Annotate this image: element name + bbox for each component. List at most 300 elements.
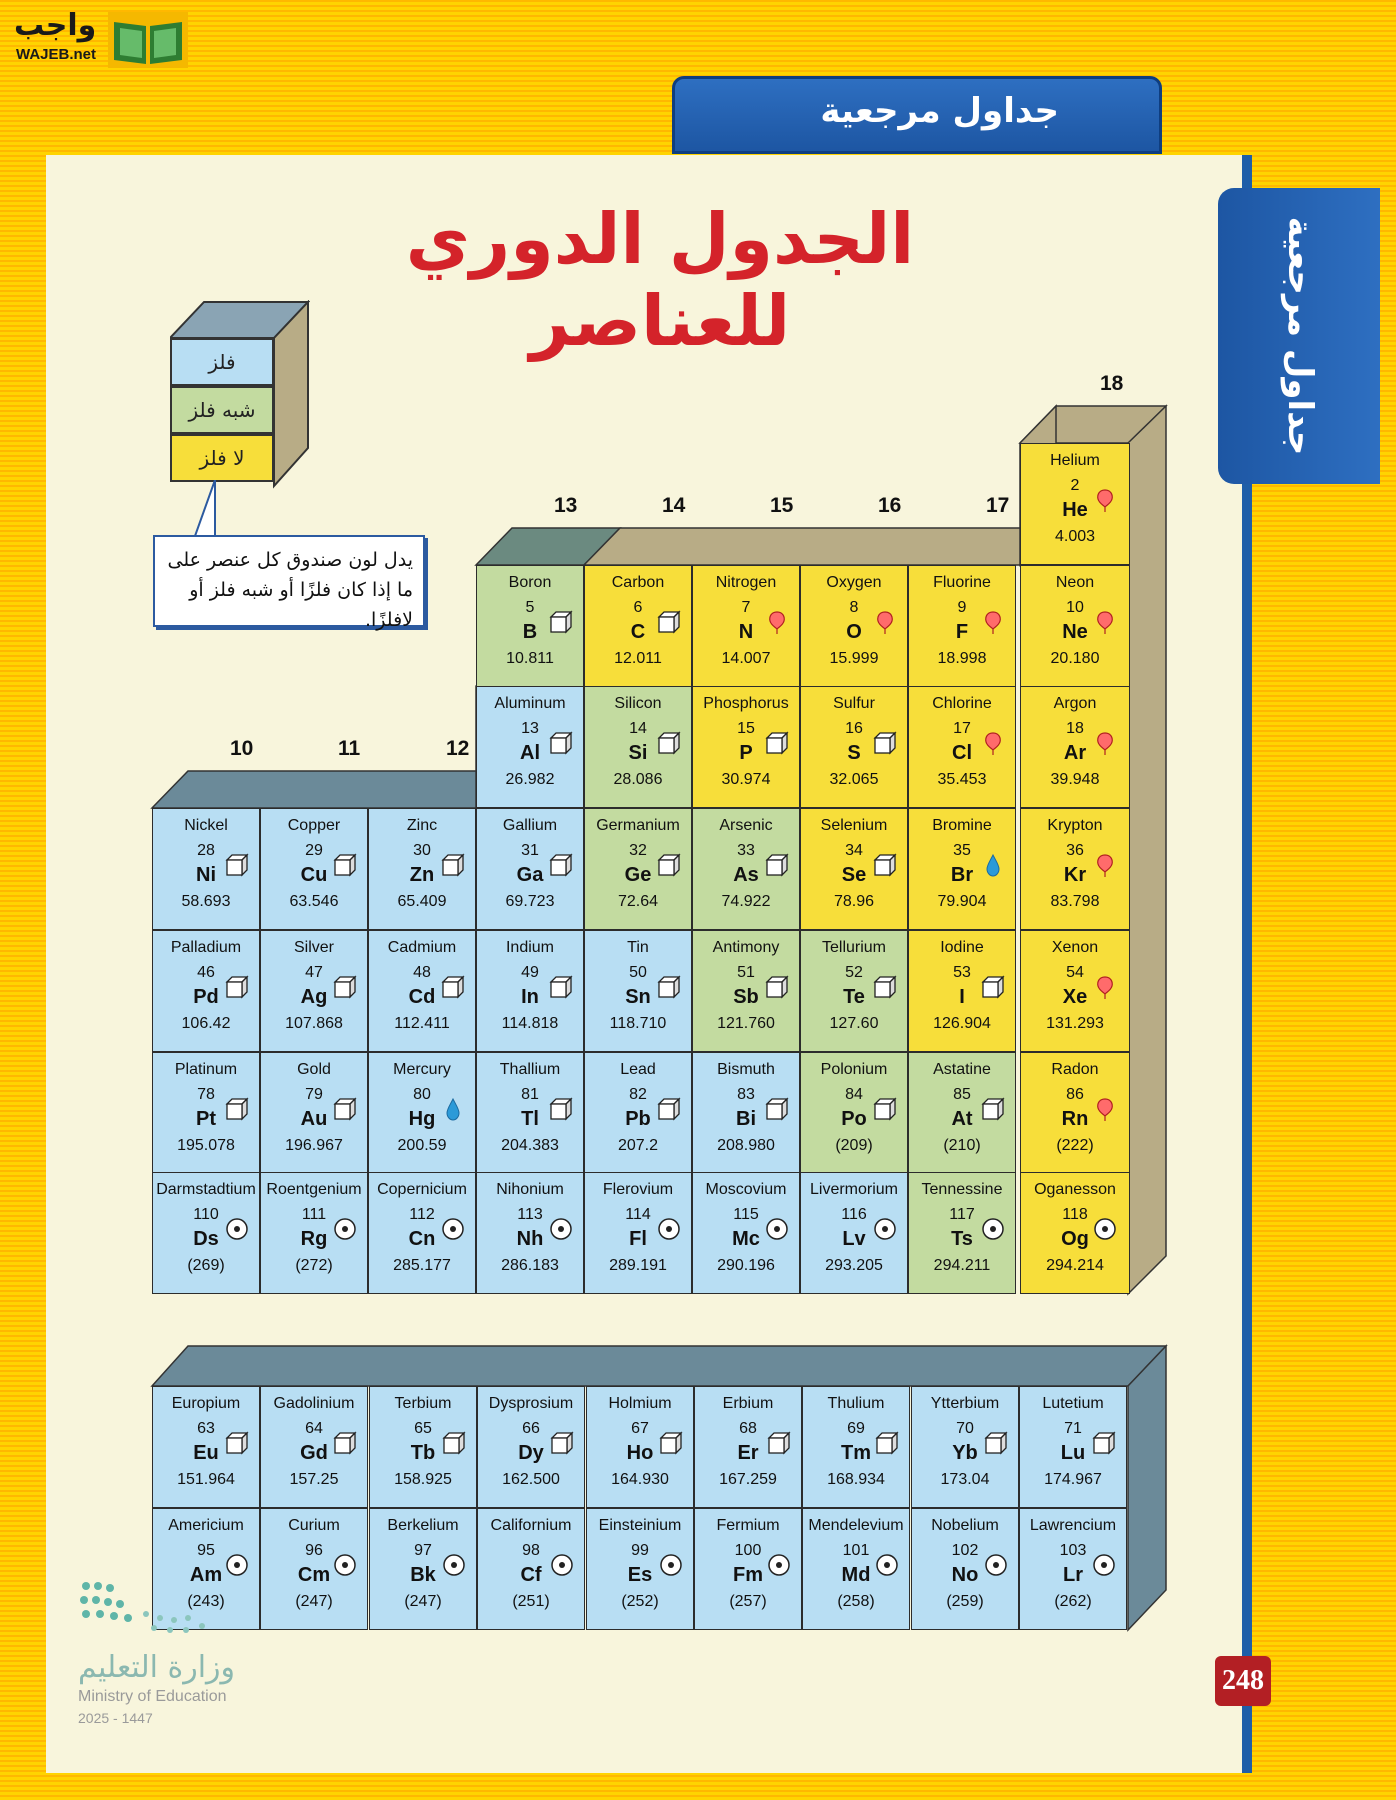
atomic-number: 16 <box>845 720 863 737</box>
group-label-12: 12 <box>446 737 470 760</box>
element-symbol: Bi <box>736 1108 756 1130</box>
atomic-mass: 208.980 <box>717 1137 775 1154</box>
cube-icon <box>550 1431 574 1455</box>
element-symbol: Tl <box>521 1108 539 1130</box>
element-symbol: Br <box>950 864 974 886</box>
logo-arabic: واجب <box>14 8 97 43</box>
atomic-mass: 126.904 <box>933 1015 991 1032</box>
atomic-mass: 127.60 <box>829 1015 879 1032</box>
atomic-number: 33 <box>737 842 755 859</box>
ministry-english: Ministry of Education <box>78 1688 227 1705</box>
atomic-mass: 26.982 <box>505 771 555 788</box>
atomic-mass: 289.191 <box>609 1257 667 1274</box>
element-symbol: Ar <box>1063 742 1087 764</box>
element-cell-cm <box>260 1508 368 1630</box>
atomic-number: 65 <box>414 1420 432 1437</box>
atomic-number: 103 <box>1059 1542 1087 1559</box>
element-symbol: Cn <box>408 1228 436 1250</box>
atomic-number: 116 <box>841 1206 867 1223</box>
element-cell-s <box>800 686 908 808</box>
element-symbol: As <box>733 864 759 886</box>
atomic-number: 9 <box>957 599 967 616</box>
atomic-number: 67 <box>631 1420 649 1437</box>
atomic-mass: 131.293 <box>1046 1015 1104 1032</box>
atomic-mass: 196.967 <box>285 1137 343 1154</box>
atomic-mass: 173.04 <box>940 1471 990 1488</box>
atomic-number: 101 <box>842 1542 870 1559</box>
atomic-number: 117 <box>949 1206 975 1223</box>
atomic-number: 28 <box>197 842 215 859</box>
atomic-mass: 293.205 <box>825 1257 883 1274</box>
element-name: Terbium <box>394 1395 452 1412</box>
element-cell-se <box>800 808 908 930</box>
atomic-number: 36 <box>1066 842 1084 859</box>
element-symbol: Es <box>627 1564 653 1586</box>
element-symbol: Ni <box>196 864 216 886</box>
group-label-13: 13 <box>554 494 578 517</box>
atomic-mass: 69.723 <box>505 893 555 910</box>
atomic-mass: 162.500 <box>502 1471 560 1488</box>
atomic-mass: 158.925 <box>394 1471 452 1488</box>
atomic-number: 51 <box>737 964 755 981</box>
element-cell-au <box>260 1052 368 1174</box>
element-symbol: Mc <box>732 1228 760 1250</box>
synthetic-icon <box>1092 1553 1116 1577</box>
element-name: Argon <box>1053 695 1097 712</box>
element-cell-he <box>1020 443 1130 565</box>
element-symbol: N <box>738 621 754 643</box>
cube-icon <box>767 1431 791 1455</box>
atomic-mass: 294.211 <box>933 1257 991 1274</box>
element-name: Berkelium <box>387 1517 459 1534</box>
atomic-number: 79 <box>305 1086 323 1103</box>
atomic-number: 8 <box>849 599 859 616</box>
element-cell-rg <box>260 1172 368 1294</box>
element-symbol: I <box>959 986 965 1008</box>
element-symbol: Ho <box>626 1442 654 1464</box>
atomic-number: 85 <box>953 1086 971 1103</box>
synthetic-icon <box>441 1217 465 1241</box>
element-symbol: Md <box>841 1564 871 1586</box>
cube-icon <box>225 853 249 877</box>
cube-icon <box>873 731 897 755</box>
element-cell-cl <box>908 686 1016 808</box>
atomic-number: 6 <box>633 599 643 616</box>
atomic-mass: 285.177 <box>393 1257 451 1274</box>
element-name: Fluorine <box>933 574 991 591</box>
element-symbol: Dy <box>518 1442 544 1464</box>
atomic-mass: 286.183 <box>501 1257 559 1274</box>
atomic-number: 97 <box>414 1542 432 1559</box>
cube-icon <box>657 853 681 877</box>
element-symbol: Sb <box>733 986 759 1008</box>
element-name: Fermium <box>716 1517 780 1534</box>
atomic-number: 46 <box>197 964 215 981</box>
element-cell-tm <box>802 1386 910 1508</box>
cube-icon <box>659 1431 683 1455</box>
synthetic-icon <box>873 1217 897 1241</box>
element-cell-nh <box>476 1172 584 1294</box>
group-label-11: 11 <box>338 737 361 760</box>
element-name: Xenon <box>1051 939 1099 956</box>
cube-icon <box>441 975 465 999</box>
droplet-icon <box>441 1097 465 1121</box>
element-cell-ne <box>1020 565 1130 687</box>
atomic-mass: 30.974 <box>721 771 771 788</box>
atomic-number: 32 <box>629 842 647 859</box>
element-name: Oxygen <box>826 574 882 591</box>
atomic-mass: 58.693 <box>181 893 231 910</box>
atomic-number: 50 <box>629 964 647 981</box>
synthetic-icon <box>550 1553 574 1577</box>
element-name: Bromine <box>932 817 992 834</box>
element-symbol: Lr <box>1063 1564 1083 1586</box>
atomic-mass: 32.065 <box>829 771 879 788</box>
logo-latin: WAJEB.net <box>16 46 97 63</box>
atomic-mass: 204.383 <box>501 1137 559 1154</box>
element-symbol: Cm <box>297 1564 331 1586</box>
atomic-mass: 290.196 <box>717 1257 775 1274</box>
atomic-mass: 72.64 <box>617 893 659 910</box>
element-symbol: Og <box>1061 1228 1089 1250</box>
element-cell-rn <box>1020 1052 1130 1174</box>
atomic-number: 113 <box>517 1206 543 1223</box>
element-name: Silicon <box>614 695 662 712</box>
element-cell-md <box>802 1508 910 1630</box>
atomic-number: 84 <box>845 1086 863 1103</box>
element-cell-zn <box>368 808 476 930</box>
cube-icon <box>333 853 357 877</box>
element-cell-ds <box>152 1172 260 1294</box>
atomic-number: 111 <box>301 1206 327 1223</box>
cube-icon <box>225 1431 249 1455</box>
cube-icon <box>441 853 465 877</box>
element-name: Gold <box>297 1061 331 1078</box>
element-name: Cadmium <box>387 939 457 956</box>
element-name: Indium <box>505 939 555 956</box>
cube-icon <box>981 975 1005 999</box>
element-symbol: C <box>630 621 646 643</box>
element-cell-xe <box>1020 930 1130 1052</box>
element-name: Carbon <box>611 574 665 591</box>
synthetic-icon <box>442 1553 466 1577</box>
element-symbol: Bk <box>410 1564 436 1586</box>
element-symbol: Ge <box>624 864 652 886</box>
cube-icon <box>333 975 357 999</box>
cube-icon <box>549 731 573 755</box>
atomic-number: 14 <box>629 720 647 737</box>
element-name: Krypton <box>1047 817 1103 834</box>
element-cell-gd <box>260 1386 368 1508</box>
year-label: 2025 - 1447 <box>78 1710 153 1726</box>
cube-icon <box>873 975 897 999</box>
element-symbol: Pt <box>196 1108 216 1130</box>
element-cell-n <box>692 565 800 687</box>
atomic-mass: 12.011 <box>614 650 662 667</box>
atomic-mass: 174.967 <box>1044 1471 1102 1488</box>
element-cell-b <box>476 565 584 687</box>
element-cell-i <box>908 930 1016 1052</box>
ministry-arabic: وزارة التعليم <box>78 1650 236 1685</box>
synthetic-icon <box>981 1217 1005 1241</box>
atomic-mass: 28.086 <box>613 771 663 788</box>
cube-icon <box>657 975 681 999</box>
element-name: Sulfur <box>833 695 875 712</box>
element-name: Holmium <box>608 1395 672 1412</box>
atomic-number: 64 <box>305 1420 323 1437</box>
atomic-number: 5 <box>525 599 535 616</box>
atomic-mass: 157.25 <box>289 1471 339 1488</box>
atomic-mass: 195.078 <box>177 1137 235 1154</box>
element-name: Phosphorus <box>703 695 789 712</box>
element-name: Radon <box>1051 1061 1099 1078</box>
element-cell-si <box>584 686 692 808</box>
element-name: Platinum <box>174 1061 238 1078</box>
element-name: Einsteinium <box>598 1517 682 1534</box>
element-symbol: Fl <box>629 1228 647 1250</box>
balloon-icon <box>1093 610 1117 634</box>
element-cell-ga <box>476 808 584 930</box>
element-name: Darmstadtium <box>156 1181 256 1198</box>
atomic-number: 29 <box>305 842 323 859</box>
atomic-number: 110 <box>193 1206 219 1223</box>
element-cell-tb <box>369 1386 477 1508</box>
element-name: Europium <box>171 1395 241 1412</box>
element-name: Ytterbium <box>930 1395 1000 1412</box>
element-name: Tin <box>627 939 649 956</box>
atomic-number: 53 <box>953 964 971 981</box>
element-symbol: Se <box>841 864 867 886</box>
balloon-icon <box>873 610 897 634</box>
cube-icon <box>442 1431 466 1455</box>
element-cell-bk <box>369 1508 477 1630</box>
atomic-number: 35 <box>953 842 971 859</box>
element-cell-in <box>476 930 584 1052</box>
atomic-mass: (262) <box>1054 1593 1092 1610</box>
synthetic-icon <box>549 1217 573 1241</box>
element-symbol: Am <box>189 1564 223 1586</box>
atomic-number: 102 <box>951 1542 979 1559</box>
element-name: Gallium <box>502 817 558 834</box>
atomic-mass: 207.2 <box>617 1137 659 1154</box>
atomic-mass: (222) <box>1056 1137 1094 1154</box>
atomic-number: 17 <box>953 720 971 737</box>
element-cell-pd <box>152 930 260 1052</box>
atomic-number: 96 <box>305 1542 323 1559</box>
group-label-14: 14 <box>662 494 686 517</box>
legend-callout: يدل لون صندوق كل عنصر على ما إذا كان فلزًا أو شبه فلز أو لافلزًا. <box>153 535 425 627</box>
element-symbol: Rn <box>1061 1108 1089 1130</box>
element-name: Germanium <box>596 817 680 834</box>
droplet-icon <box>981 853 1005 877</box>
cube-icon <box>549 1097 573 1121</box>
cube-icon <box>765 853 789 877</box>
element-cell-eu <box>152 1386 260 1508</box>
atomic-number: 30 <box>413 842 431 859</box>
element-cell-lr <box>1019 1508 1127 1630</box>
synthetic-icon <box>984 1553 1008 1577</box>
element-symbol: No <box>951 1564 979 1586</box>
element-cell-lu <box>1019 1386 1127 1508</box>
element-symbol: B <box>522 621 538 643</box>
element-symbol: Cd <box>408 986 436 1008</box>
element-cell-pb <box>584 1052 692 1174</box>
element-symbol: Kr <box>1063 864 1087 886</box>
synthetic-icon <box>657 1217 681 1241</box>
element-name: Oganesson <box>1034 1181 1116 1198</box>
atomic-number: 66 <box>522 1420 540 1437</box>
atomic-number: 83 <box>737 1086 755 1103</box>
balloon-icon <box>765 610 789 634</box>
element-cell-hg <box>368 1052 476 1174</box>
element-name: Aluminum <box>494 695 566 712</box>
atomic-number: 118 <box>1062 1206 1088 1223</box>
balloon-icon <box>1093 853 1117 877</box>
synthetic-icon <box>333 1217 357 1241</box>
atomic-mass: (257) <box>729 1593 767 1610</box>
element-name: Moscovium <box>705 1181 787 1198</box>
cube-icon <box>333 1431 357 1455</box>
header-tab-label: جداول مرجعية <box>820 91 1059 131</box>
atomic-mass: (243) <box>187 1593 225 1610</box>
element-name: Livermorium <box>809 1181 898 1198</box>
atomic-mass: 118.710 <box>609 1015 667 1032</box>
atomic-mass: 74.922 <box>721 893 771 910</box>
cube-icon <box>984 1431 1008 1455</box>
element-symbol: S <box>847 742 861 764</box>
atomic-number: 82 <box>629 1086 647 1103</box>
atomic-mass: 114.818 <box>501 1015 559 1032</box>
element-name: Erbium <box>722 1395 774 1412</box>
element-name: Iodine <box>940 939 984 956</box>
page-title: الجدول الدوري للعناصر <box>405 198 915 362</box>
element-cell-po <box>800 1052 908 1174</box>
element-name: Nihonium <box>496 1181 564 1198</box>
element-symbol: He <box>1062 499 1088 521</box>
atomic-mass: 18.998 <box>937 650 987 667</box>
atomic-mass: 164.930 <box>611 1471 669 1488</box>
synthetic-icon <box>659 1553 683 1577</box>
synthetic-icon <box>875 1553 899 1577</box>
atomic-number: 71 <box>1064 1420 1082 1437</box>
cube-icon <box>549 975 573 999</box>
atomic-number: 10 <box>1066 599 1084 616</box>
element-name: Boron <box>508 574 552 591</box>
atomic-mass: (251) <box>512 1593 550 1610</box>
synthetic-icon <box>225 1217 249 1241</box>
atomic-mass: 4.003 <box>1054 528 1096 545</box>
legend-nonmetal: لا فلز <box>170 434 274 482</box>
atomic-mass: 121.760 <box>717 1015 775 1032</box>
element-name: Neon <box>1055 574 1095 591</box>
synthetic-icon <box>767 1553 791 1577</box>
atomic-number: 34 <box>845 842 863 859</box>
element-cell-ho <box>586 1386 694 1508</box>
element-cell-f <box>908 565 1016 687</box>
element-cell-pt <box>152 1052 260 1174</box>
element-cell-p <box>692 686 800 808</box>
cube-icon <box>225 975 249 999</box>
atomic-number: 81 <box>521 1086 539 1103</box>
element-symbol: Rg <box>300 1228 328 1250</box>
element-symbol: Xe <box>1062 986 1088 1008</box>
atomic-number: 80 <box>413 1086 431 1103</box>
element-cell-dy <box>477 1386 585 1508</box>
element-symbol: Cu <box>300 864 328 886</box>
atomic-number: 47 <box>305 964 323 981</box>
element-cell-al <box>476 686 584 808</box>
element-cell-sn <box>584 930 692 1052</box>
cube-icon <box>657 610 681 634</box>
cube-icon <box>765 975 789 999</box>
element-symbol: Cf <box>520 1564 542 1586</box>
element-cell-sb <box>692 930 800 1052</box>
element-symbol: Lv <box>842 1228 866 1250</box>
element-symbol: Ne <box>1062 621 1088 643</box>
atomic-mass: 63.546 <box>289 893 339 910</box>
cube-icon <box>549 853 573 877</box>
balloon-icon <box>981 731 1005 755</box>
element-name: Mercury <box>393 1061 451 1078</box>
atomic-mass: (247) <box>295 1593 333 1610</box>
atomic-number: 112 <box>409 1206 435 1223</box>
atomic-mass: 151.964 <box>177 1471 235 1488</box>
atomic-number: 18 <box>1066 720 1084 737</box>
synthetic-icon <box>1093 1217 1117 1241</box>
element-name: Nitrogen <box>715 574 777 591</box>
element-name: Silver <box>293 939 334 956</box>
atomic-number: 48 <box>413 964 431 981</box>
atomic-mass: (258) <box>837 1593 875 1610</box>
atomic-number: 7 <box>741 599 751 616</box>
cube-icon <box>765 731 789 755</box>
atomic-number: 98 <box>522 1542 540 1559</box>
element-cell-ni <box>152 808 260 930</box>
atomic-mass: (269) <box>187 1257 225 1274</box>
atomic-mass: 83.798 <box>1050 893 1100 910</box>
atomic-mass: 39.948 <box>1050 771 1100 788</box>
balloon-icon <box>1093 975 1117 999</box>
element-name: Tellurium <box>821 939 886 956</box>
element-name: Tennessine <box>921 1181 1003 1198</box>
element-symbol: Te <box>843 986 865 1008</box>
atomic-number: 31 <box>521 842 539 859</box>
element-symbol: F <box>955 621 969 643</box>
synthetic-icon <box>225 1553 249 1577</box>
atomic-mass: (252) <box>621 1593 659 1610</box>
cube-icon <box>549 610 573 634</box>
atomic-number: 49 <box>521 964 539 981</box>
atomic-number: 69 <box>847 1420 865 1437</box>
atomic-mass: 106.42 <box>181 1015 231 1032</box>
element-cell-cf <box>477 1508 585 1630</box>
group-label-17: 17 <box>986 494 1010 517</box>
legend-metal: فلز <box>170 338 274 386</box>
atomic-number: 2 <box>1070 477 1080 494</box>
atomic-number: 100 <box>734 1542 762 1559</box>
atomic-mass: 294.214 <box>1046 1257 1104 1274</box>
element-cell-tl <box>476 1052 584 1174</box>
atomic-mass: (209) <box>835 1137 873 1154</box>
balloon-icon <box>1093 488 1117 512</box>
atomic-mass: 78.96 <box>833 893 875 910</box>
atomic-number: 70 <box>956 1420 974 1437</box>
element-name: Mendelevium <box>808 1517 904 1534</box>
atomic-mass: (259) <box>946 1593 984 1610</box>
element-symbol: Ds <box>193 1228 219 1250</box>
element-symbol: Hg <box>408 1108 436 1130</box>
element-name: Lutetium <box>1042 1395 1104 1412</box>
